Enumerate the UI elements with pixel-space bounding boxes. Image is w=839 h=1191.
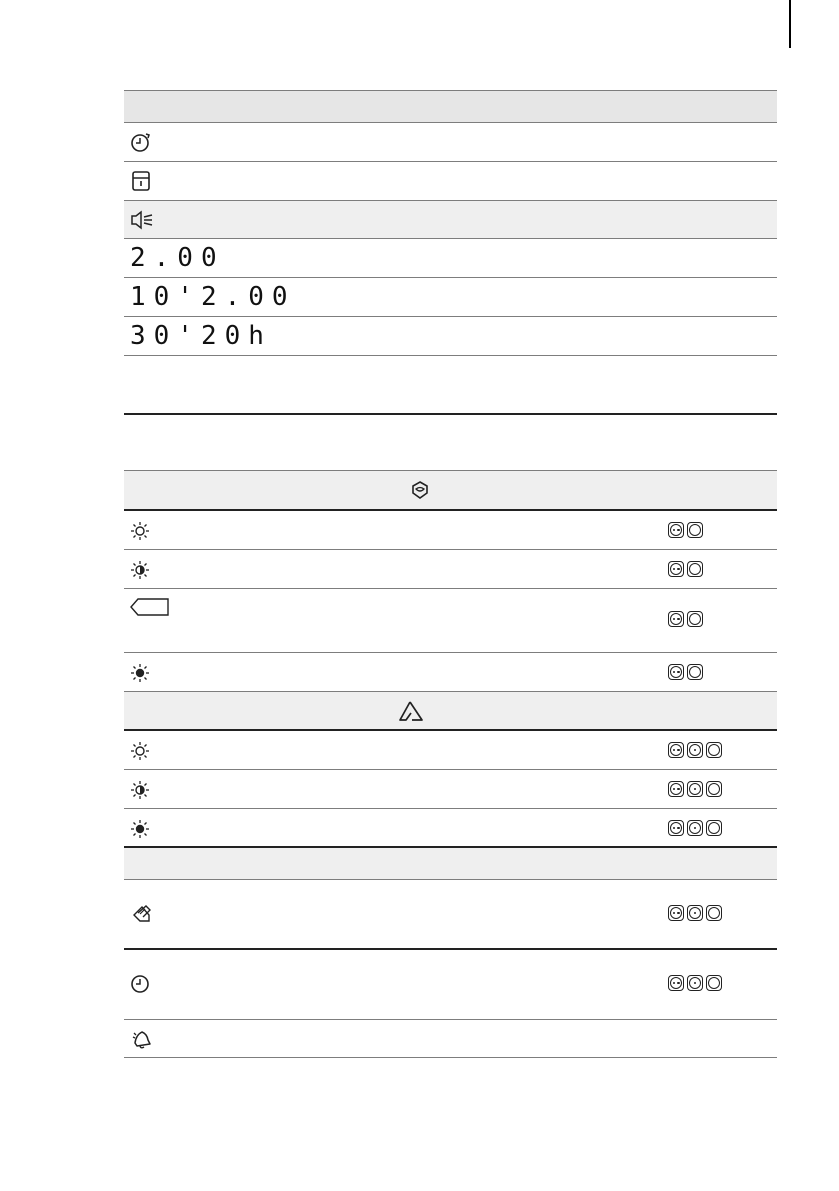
ring-dial-icon [687, 522, 703, 538]
display-readout [130, 284, 296, 310]
dial-indicator-group [668, 522, 703, 538]
dial-indicator-group [668, 561, 703, 577]
dial-indicator-group [668, 781, 722, 797]
timer-refresh-icon [130, 131, 152, 153]
dial-indicator-group [668, 664, 703, 680]
table-header-rule [124, 413, 304, 415]
table-row [124, 239, 777, 278]
page-margin-rule [789, 0, 791, 48]
sun-full-icon [130, 819, 150, 839]
display-table [124, 90, 777, 356]
sun-full-icon [130, 663, 150, 683]
segment-display: 30'20h [130, 321, 272, 351]
two-dot-dial-icon [668, 561, 684, 577]
tag-icon [130, 597, 170, 617]
one-dot-dial-icon [687, 820, 703, 836]
ring-dial-icon [687, 561, 703, 577]
leaf-symbol-icon [410, 480, 430, 500]
segment-display: 2.00 [130, 243, 225, 273]
table-row [124, 550, 777, 589]
table-row [124, 809, 777, 848]
dial-indicator-group [668, 905, 722, 921]
door-lock-icon [130, 170, 152, 192]
two-dot-dial-icon [668, 781, 684, 797]
table-row [124, 511, 777, 550]
table-row [124, 201, 777, 239]
dial-indicator-group [668, 820, 722, 836]
two-dot-dial-icon [668, 905, 684, 921]
ring-dial-icon [706, 742, 722, 758]
table-row [124, 123, 777, 162]
sun-half-icon [130, 560, 150, 580]
ring-dial-icon [706, 820, 722, 836]
section-header-row [124, 471, 777, 511]
table-row [124, 589, 777, 653]
sun-light-icon [130, 521, 150, 541]
ring-dial-icon [706, 781, 722, 797]
settings-table [124, 413, 777, 1058]
one-dot-dial-icon [687, 742, 703, 758]
dial-indicator-group [668, 742, 722, 758]
ring-dial-icon [687, 611, 703, 627]
dial-indicator-group [668, 975, 722, 991]
triangle-symbol-icon [398, 700, 424, 722]
table-row [124, 950, 777, 1020]
two-dot-dial-icon [668, 522, 684, 538]
segment-display: 10'2.00 [130, 282, 296, 312]
two-dot-dial-icon [668, 742, 684, 758]
two-dot-dial-icon [668, 820, 684, 836]
one-dot-dial-icon [687, 975, 703, 991]
table-row [124, 880, 777, 950]
bell-icon [130, 1028, 152, 1050]
table-header-row [124, 90, 777, 123]
table-row [124, 770, 777, 809]
clock-icon [130, 974, 150, 994]
table-header-row [124, 413, 777, 471]
one-dot-dial-icon [687, 781, 703, 797]
table-row [124, 1020, 777, 1058]
table-row [124, 731, 777, 770]
table-row [124, 162, 777, 201]
two-dot-dial-icon [668, 611, 684, 627]
one-dot-dial-icon [687, 905, 703, 921]
sound-icon [130, 210, 154, 230]
two-dot-dial-icon [668, 664, 684, 680]
ring-dial-icon [687, 664, 703, 680]
section-header-row [124, 848, 777, 880]
ring-dial-icon [706, 905, 722, 921]
table-row [124, 653, 777, 692]
sun-half-icon [130, 780, 150, 800]
display-readout [130, 323, 272, 349]
table-row [124, 317, 777, 356]
cleaning-icon [130, 903, 152, 925]
dial-indicator-group [668, 611, 703, 627]
two-dot-dial-icon [668, 975, 684, 991]
ring-dial-icon [706, 975, 722, 991]
display-readout [130, 245, 225, 271]
section-header-row [124, 692, 777, 731]
table-row [124, 278, 777, 317]
sun-light-icon [130, 741, 150, 761]
